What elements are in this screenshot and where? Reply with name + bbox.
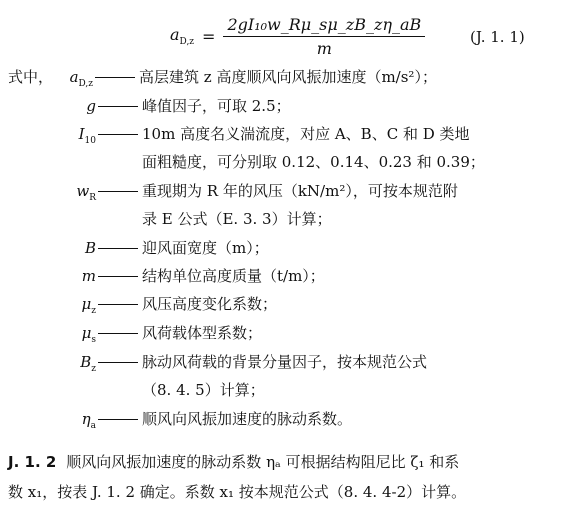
clause-text-line-2: 数 x₁，按表 J. 1. 2 确定。系数 x₁ 按本规范公式（8. 4. 4-2）计算。 (8, 483, 467, 501)
def-text: （8. 4. 5）计算； (142, 381, 265, 399)
clause-number: J. 1. 2 (8, 453, 57, 471)
def-symbol: $B_z$ (80, 353, 96, 374)
def-text: 录 E 公式（E. 3. 3）计算； (142, 210, 332, 228)
def-text: 风荷载体型系数； (142, 324, 263, 342)
def-text: 结构单位高度质量（t/m）； (142, 267, 325, 285)
def-text: 脉动风荷载的背景分量因子，按本规范公式 (142, 353, 428, 371)
formula-lhs-symbol: a (170, 24, 180, 44)
def-text: 10m 高度名义湍流度，对应 A、B、C 和 D 类地 (142, 125, 470, 143)
def-text: 风压高度变化系数； (142, 295, 278, 313)
def-text: 重现期为 R 年的风压（kN/m²），可按本规范附 (142, 182, 458, 200)
def-symbol: $\mu_z$ (81, 295, 96, 316)
def-dash (98, 134, 138, 135)
clause-j-1-2-line-1 (8, 452, 459, 472)
def-text: 高层建筑 z 高度顺风向风振加速度（m/s²）； (139, 68, 437, 86)
def-symbol: $I_{10}$ (78, 125, 96, 146)
formula-denominator: m (316, 38, 332, 58)
def-dash (98, 276, 138, 277)
def-row-7 (56, 294, 277, 321)
def-symbol: $\mu_s$ (81, 324, 96, 345)
def-row-9-cont (142, 380, 265, 400)
def-row-10 (56, 409, 352, 436)
def-row-6 (56, 266, 325, 293)
formula-j-1-1 (170, 10, 425, 62)
equation-number: (J. 1. 1) (470, 28, 525, 46)
def-text: 面粗糙度，可分别取 0.12、0.14、0.23 和 0.39； (142, 153, 485, 171)
def-row-5 (56, 238, 269, 265)
def-row-2 (56, 96, 291, 123)
def-dash (98, 333, 138, 334)
def-symbol: m (81, 267, 96, 285)
def-dash (98, 304, 138, 305)
clause-text-line-1: 顺风向风振加速度的脉动系数 ηₐ 可根据结构阻尼比 ζ₁ 和系 (66, 453, 460, 471)
formula-fraction (223, 15, 425, 58)
def-symbol: $\eta_a$ (81, 410, 96, 431)
def-symbol: $w_R$ (76, 182, 96, 203)
def-symbol: $a_{D,z}$ (69, 68, 94, 89)
def-row-9 (56, 352, 427, 379)
def-dash (98, 106, 138, 107)
formula-lhs-subscript: D,z (179, 37, 195, 48)
def-symbol: B (84, 239, 96, 257)
def-row-3 (56, 124, 470, 151)
def-text: 迎风面宽度（m）； (142, 239, 269, 257)
def-row-3-cont (142, 152, 485, 172)
def-dash (98, 191, 138, 192)
def-row-4-cont (142, 209, 332, 229)
def-symbol: g (86, 97, 96, 115)
def-dash (98, 248, 138, 249)
formula-equals: = (202, 26, 216, 46)
def-dash (95, 77, 135, 78)
def-row-1 (8, 67, 437, 94)
def-row-4 (56, 181, 458, 208)
def-dash (98, 419, 138, 420)
formula-lhs (170, 25, 194, 47)
def-dash (98, 362, 138, 363)
def-text: 顺风向风振加速度的脉动系数。 (142, 410, 353, 428)
def-text: 峰值因子，可取 2.5； (142, 97, 291, 115)
formula-numerator: 2gI₁₀w_Rμ_sμ_zB_zη_aB (227, 14, 422, 34)
def-row-8 (56, 323, 262, 350)
intro-label: 式中， (8, 68, 54, 86)
clause-j-1-2-line-2 (8, 482, 466, 502)
